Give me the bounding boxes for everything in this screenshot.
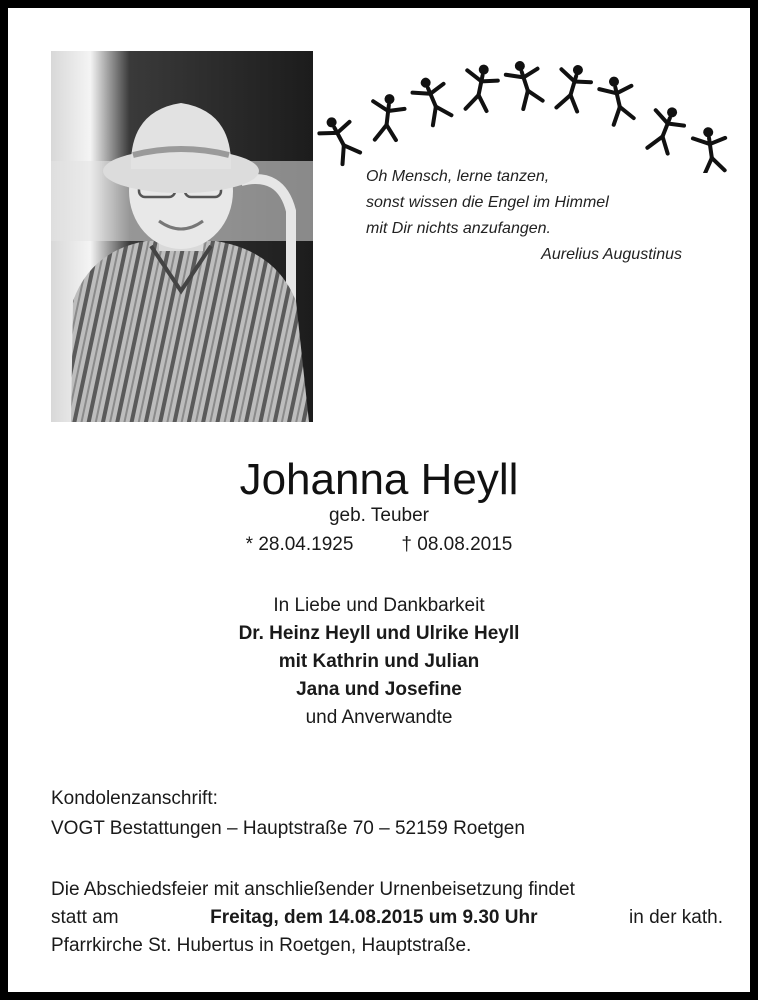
dancing-figure [692, 125, 730, 173]
birth-name: geb. Teuber [328, 505, 429, 526]
mourners-closing: und Anverwandte [305, 707, 453, 728]
deceased-name: Johanna Heyll [239, 455, 519, 504]
ceremony-date-time: Freitag, dem 14.08.2015 um 9.30 Uhr [210, 907, 538, 928]
portrait-photo [51, 51, 313, 422]
mourner-name: Jana und Josefine [296, 679, 462, 700]
birth-date: * 28.04.1925 [245, 534, 354, 555]
condolence-address-line: VOGT Bestattungen – Hauptstraße 70 – 52159 Roetgen [51, 818, 525, 839]
quote-author: Aurelius Augustinus [541, 246, 682, 263]
life-dates [8, 532, 750, 558]
quote-line: sonst wissen die Engel im Himmel [366, 194, 609, 211]
quote-line: Oh Mensch, lerne tanzen, [366, 168, 550, 185]
mourner-name: mit Kathrin und Julian [278, 651, 480, 672]
ceremony-info [51, 876, 723, 960]
dancing-figures-icon [316, 48, 736, 173]
ceremony-line-1 [51, 876, 723, 904]
dancing-figure [642, 102, 689, 157]
ceremony-line-2 [51, 904, 723, 932]
mourners-intro: In Liebe und Dankbarkeit [273, 595, 485, 616]
dancing-figure [551, 61, 595, 115]
ceremony-text: statt am [51, 907, 119, 928]
dancing-figure [460, 61, 501, 113]
condolence-label: Kondolenzanschrift: [51, 788, 218, 809]
condolence-address [51, 784, 731, 844]
dancing-figure [597, 73, 639, 126]
quote [366, 164, 696, 268]
dancing-figure [369, 92, 406, 142]
dancing-figure [409, 72, 457, 128]
mourners-block [8, 592, 750, 732]
death-date: † 08.08.2015 [401, 534, 513, 555]
dancing-figure [503, 56, 548, 111]
ceremony-text: in der kath. [629, 907, 723, 928]
obituary-notice [8, 8, 750, 992]
quote-line: mit Dir nichts anzufangen. [366, 220, 551, 237]
ceremony-text: Die Abschiedsfeier mit anschließender Urnenbeisetzung findet [51, 879, 575, 900]
ceremony-line-3: Pfarrkirche St. Hubertus in Roetgen, Hauptstraße. [51, 935, 472, 956]
mourner-name: Dr. Heinz Heyll und Ulrike Heyll [238, 623, 520, 644]
dancing-figure [316, 110, 365, 167]
